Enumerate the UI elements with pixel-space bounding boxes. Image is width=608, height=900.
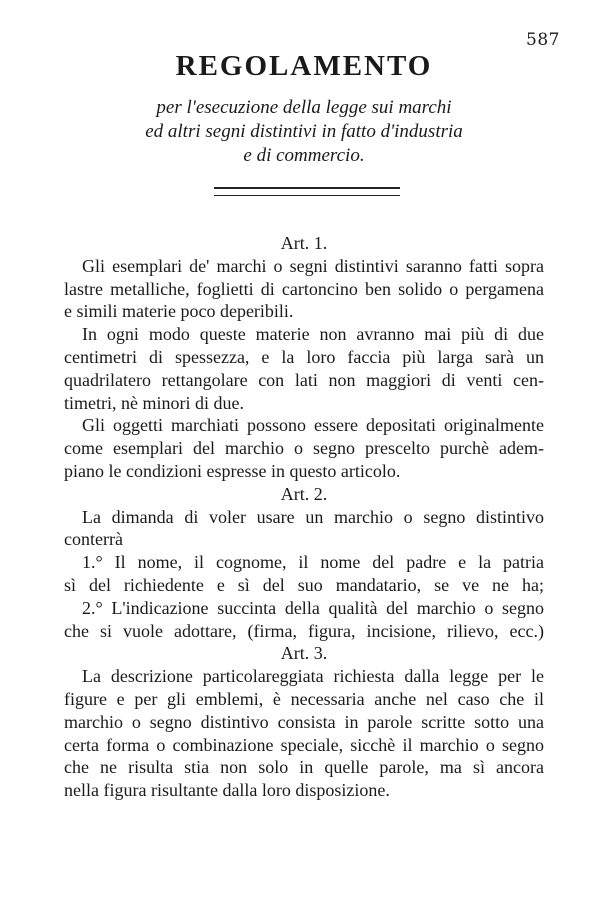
article-line: sì del richiedente e sì del suo mandatario, se ve ne ha; [64,574,544,595]
subtitle-line: per l'esecuzione della legge sui marchi [156,97,452,118]
article-heading: Art. 1. [280,233,328,253]
decorative-divider [214,187,400,196]
article-line: 2.° L'indicazione succinta della qualità del marchio o segno [82,597,544,618]
article-line: quadrilatero rettangolare con lati non maggiori di venti cen- [64,369,544,390]
page-number: 587 [526,30,560,50]
article-line: marchio o segno distintivo consista in parole scritte sotto una [64,711,544,732]
article-line: figure e per gli emblemi, è necessaria anche nel caso che il [64,688,544,709]
article-line: certa forma o combinazione speciale, sicchè il marchio o segno [64,734,544,755]
subtitle-line: ed altri segni distintivi in fatto d'industria [145,121,463,142]
article-line: timetri, nè minori di due. [64,392,244,413]
article-line: centimetri di spessezza, e la loro faccia più larga sarà un [64,346,544,367]
article-line: In ogni modo queste materie non avranno mai più di due [82,324,544,345]
document-subtitle [0,96,608,168]
article-line: e simili materie poco deperibili. [64,301,294,322]
article-line: che si vuole adottare, (firma, figura, incisione, rilievo, ecc.) [64,620,544,641]
document-title: REGOLAMENTO [175,50,433,82]
article-line: 1.° Il nome, il cognome, il nome del padre e la patria [82,552,544,573]
article-line: La dimanda di voler usare un marchio o segno distintivo [82,506,544,527]
article-line: Gli esemplari de' marchi o segni distintivi saranno fatti sopra [82,255,544,276]
article-line: Gli oggetti marchiati possono essere depositati originalmente [82,415,544,436]
article-line: lastre metalliche, foglietti di cartoncino ben solido o pergamena [64,278,544,299]
article-line: piano le condizioni espresse in questo articolo. [64,460,401,481]
article-line: nella figura risultante dalla loro disposizione. [64,780,390,801]
article-heading: Art. 3. [280,643,328,664]
article-line: che ne risulta stia non solo in quelle parole, ma sì ancora [64,757,544,778]
subtitle-line: e di commercio. [243,145,365,166]
article-line: La descrizione particolareggiata richiesta dalla legge per le [82,666,544,687]
article-line: conterrà [64,529,123,550]
document-body [64,232,544,802]
article-heading: Art. 2. [280,483,328,504]
article-line: come esemplari del marchio o segno prescelto purchè adem- [64,438,544,459]
